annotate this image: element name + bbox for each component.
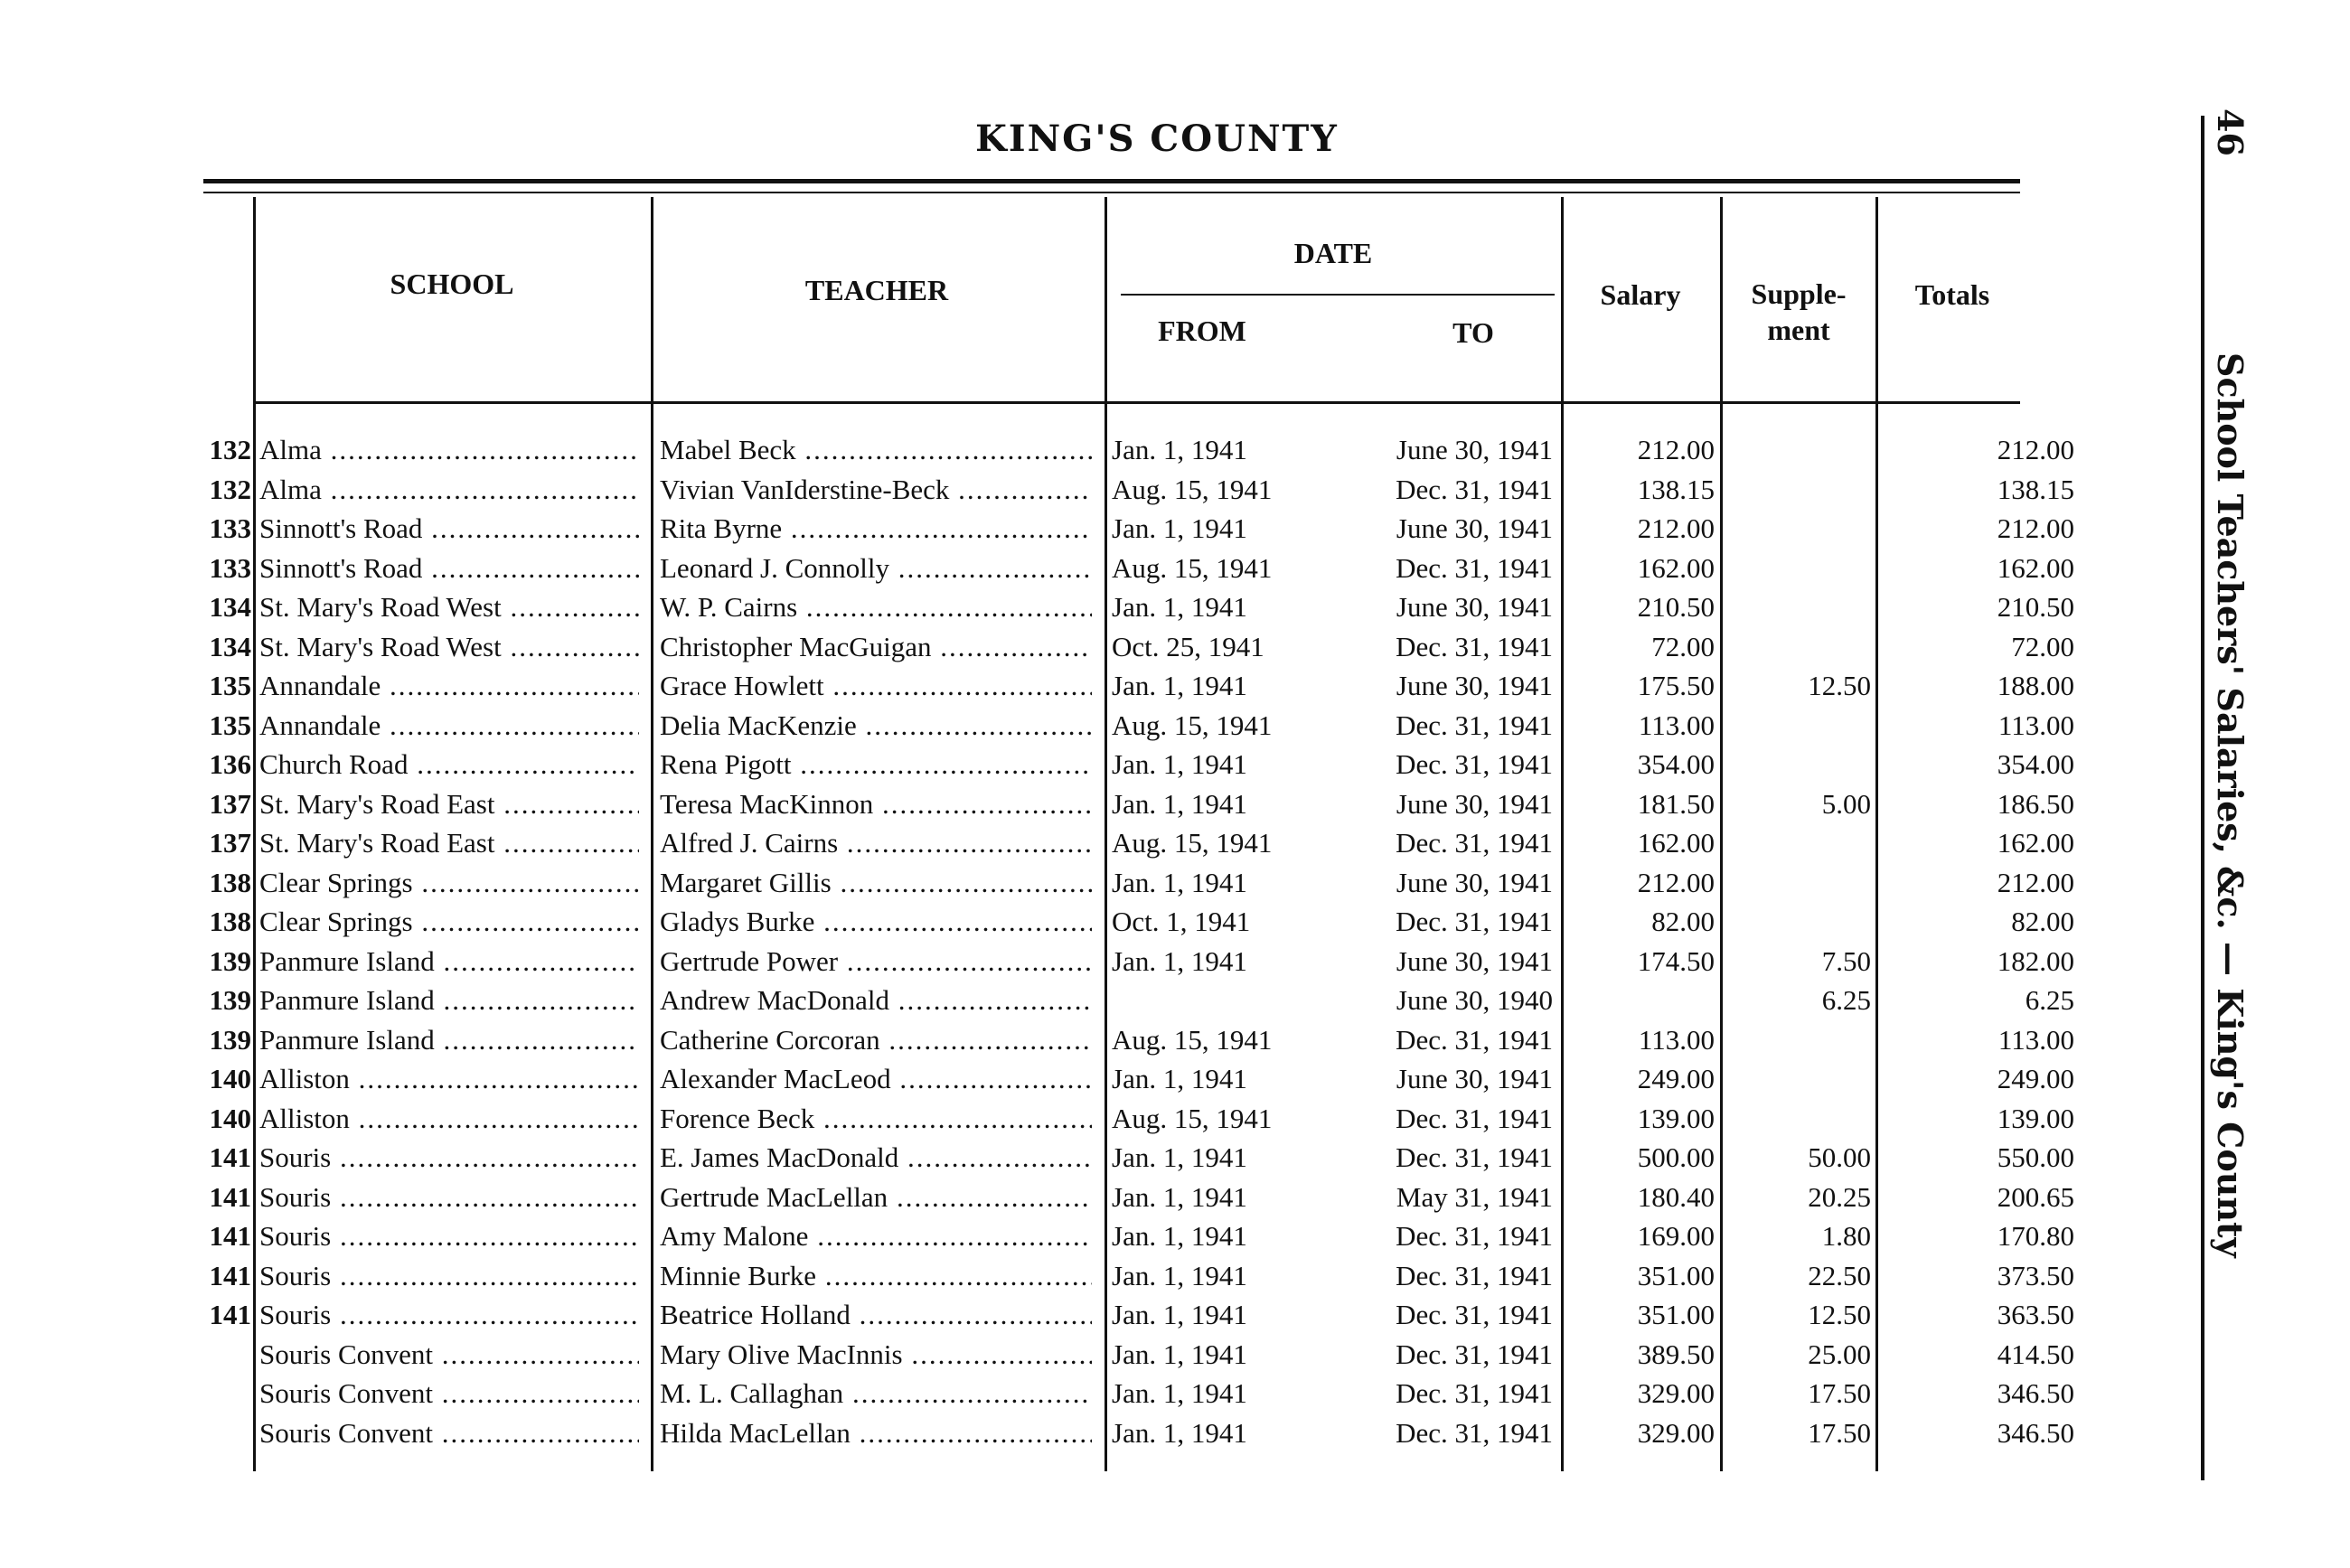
date-from: Jan. 1, 1941 xyxy=(1112,748,1247,780)
date-from: Jan. 1, 1941 xyxy=(1112,512,1247,544)
table-row xyxy=(0,746,2079,786)
teacher-name: Gladys Burke ..... xyxy=(660,906,1092,938)
date-to: Dec. 31, 1941 xyxy=(1396,473,1553,505)
total-value: 346.50 xyxy=(1997,1416,2074,1449)
teacher-name: Gertrude Power ..... xyxy=(660,945,1092,978)
page-number: 46 xyxy=(2210,108,2251,156)
teacher-name: Forence Beck ..... xyxy=(660,1103,1092,1135)
school-number: 135 xyxy=(209,709,251,741)
date-from: Oct. 25, 1941 xyxy=(1112,630,1264,662)
salary-value: 113.00 xyxy=(1638,709,1715,741)
table-row xyxy=(0,432,2079,472)
date-from: Jan. 1, 1941 xyxy=(1112,1063,1247,1094)
school-number: 141 xyxy=(209,1220,251,1252)
supplement-value: 22.50 xyxy=(1808,1259,1871,1291)
salary-value: 351.00 xyxy=(1637,1299,1715,1330)
total-value: 82.00 xyxy=(2011,906,2074,937)
teacher-name: M. L. Callaghan ..... xyxy=(660,1377,1092,1410)
salary-value: 329.00 xyxy=(1637,1377,1715,1409)
date-to: Dec. 31, 1941 xyxy=(1396,551,1553,584)
salary-value: 175.50 xyxy=(1637,670,1715,701)
top-rule-thin xyxy=(203,192,2020,193)
school-name: Souris ..... xyxy=(259,1141,639,1174)
total-value: 139.00 xyxy=(1997,1102,2074,1134)
school-name: Church Road ..... xyxy=(259,748,639,781)
total-value: 186.50 xyxy=(1997,787,2074,820)
school-name: Alliston ..... xyxy=(259,1063,639,1095)
school-name: St. Mary's Road West ..... xyxy=(259,591,639,624)
date-to: Dec. 31, 1941 xyxy=(1396,1259,1553,1291)
salary-value: 139.00 xyxy=(1637,1102,1715,1134)
salary-value: 249.00 xyxy=(1637,1063,1715,1094)
teacher-name: Gertrude MacLellan ..... xyxy=(660,1181,1092,1214)
school-number: 132 xyxy=(209,434,251,465)
school-number: 135 xyxy=(209,670,251,701)
school-name: Annandale ..... xyxy=(259,709,639,742)
table-row xyxy=(0,1297,2079,1337)
salary-value: 174.50 xyxy=(1637,944,1715,977)
total-value: 212.00 xyxy=(1997,866,2074,898)
date-to: Dec. 31, 1941 xyxy=(1396,1377,1553,1409)
school-number: 139 xyxy=(209,984,251,1016)
date-from: Jan. 1, 1941 xyxy=(1112,1259,1247,1291)
date-to: June 30, 1941 xyxy=(1396,434,1553,465)
page-title: KING'S COUNTY xyxy=(975,117,1339,160)
school-name: St. Mary's Road East ..... xyxy=(259,788,639,821)
salary-value: 212.00 xyxy=(1637,866,1715,898)
teacher-name: Alexander MacLeod ..... xyxy=(660,1063,1092,1095)
total-value: 414.50 xyxy=(1997,1338,2074,1370)
school-name: Panmure Island ..... xyxy=(259,1024,639,1056)
date-from: Jan. 1, 1941 xyxy=(1112,1220,1247,1252)
supplement-value: 12.50 xyxy=(1808,670,1871,701)
date-from: Jan. 1, 1941 xyxy=(1112,866,1247,898)
teacher-name: E. James MacDonald ..... xyxy=(660,1141,1092,1174)
teacher-name: Alfred J. Cairns ..... xyxy=(660,827,1092,859)
school-number: 138 xyxy=(209,866,251,898)
total-value: 249.00 xyxy=(1997,1063,2074,1094)
date-from: Jan. 1, 1941 xyxy=(1112,434,1247,465)
total-value: 373.50 xyxy=(1997,1259,2074,1291)
school-name: Souris ..... xyxy=(259,1260,639,1292)
date-to: Dec. 31, 1941 xyxy=(1396,1338,1553,1370)
school-number: 133 xyxy=(209,551,251,584)
school-number: 140 xyxy=(209,1063,251,1094)
total-value: 363.50 xyxy=(1997,1299,2074,1330)
supplement-value: 17.50 xyxy=(1808,1416,1871,1449)
date-to: June 30, 1941 xyxy=(1396,512,1553,544)
school-name: Clear Springs ..... xyxy=(259,906,639,938)
header-bottom-rule xyxy=(253,401,2020,404)
school-name: Annandale ..... xyxy=(259,670,639,702)
school-name: Souris Convent ..... xyxy=(259,1338,639,1371)
date-to: Dec. 31, 1941 xyxy=(1396,1141,1553,1173)
supplement-value: 12.50 xyxy=(1808,1299,1871,1330)
supplement-value: 6.25 xyxy=(1821,984,1871,1016)
supplement-value: 50.00 xyxy=(1808,1141,1871,1173)
table-row xyxy=(0,1140,2079,1179)
table-row xyxy=(0,1337,2079,1376)
date-to: June 30, 1941 xyxy=(1396,866,1553,898)
supplement-value: 20.25 xyxy=(1808,1180,1871,1213)
school-name: Souris ..... xyxy=(259,1220,639,1253)
school-number: 141 xyxy=(209,1259,251,1291)
salary-value: 180.40 xyxy=(1637,1180,1715,1213)
date-from: Jan. 1, 1941 xyxy=(1112,1141,1247,1173)
salary-value: 329.00 xyxy=(1637,1416,1715,1449)
teacher-name: Rita Byrne ..... xyxy=(660,512,1092,545)
school-name: Souris ..... xyxy=(259,1299,639,1331)
col-header-to: TO xyxy=(1452,316,1494,349)
school-number: 140 xyxy=(209,1102,251,1134)
date-from: Jan. 1, 1941 xyxy=(1112,1338,1247,1370)
table-row xyxy=(0,1415,2079,1455)
col-header-date: DATE xyxy=(1293,237,1373,269)
school-number: 134 xyxy=(209,591,251,623)
salary-value: 181.50 xyxy=(1637,787,1715,820)
table-row xyxy=(0,1061,2079,1101)
date-to: June 30, 1941 xyxy=(1396,591,1553,623)
table-row xyxy=(0,1376,2079,1415)
table-row xyxy=(0,1218,2079,1258)
school-name: St. Mary's Road East ..... xyxy=(259,827,639,859)
teacher-name: Rena Pigott ..... xyxy=(660,748,1092,781)
total-value: 346.50 xyxy=(1997,1377,2074,1409)
date-to: Dec. 31, 1941 xyxy=(1396,1102,1553,1134)
school-name: Alma ..... xyxy=(259,474,639,506)
total-value: 72.00 xyxy=(2011,630,2074,662)
col-header-teacher: TEACHER xyxy=(804,274,949,306)
total-value: 6.25 xyxy=(2025,984,2074,1016)
school-number: 137 xyxy=(209,787,251,820)
table-row xyxy=(0,708,2079,747)
teacher-name: Leonard J. Connolly ..... xyxy=(660,552,1092,585)
table-row xyxy=(0,668,2079,708)
supplement-value: 25.00 xyxy=(1808,1338,1871,1370)
date-to: Dec. 31, 1941 xyxy=(1396,1416,1553,1449)
salary-value: 113.00 xyxy=(1638,1023,1715,1056)
teacher-name: Vivian VanIderstine-Beck ..... xyxy=(660,474,1092,506)
table-row xyxy=(0,825,2079,865)
col-header-salary: Salary xyxy=(1600,278,1681,311)
table-row xyxy=(0,1101,2079,1141)
table-row xyxy=(0,786,2079,826)
table-row xyxy=(0,1258,2079,1298)
salary-value: 354.00 xyxy=(1637,748,1715,780)
table-row xyxy=(0,1022,2079,1062)
table-row xyxy=(0,629,2079,669)
total-value: 210.50 xyxy=(1997,591,2074,623)
col-header-school: SCHOOL xyxy=(390,268,514,300)
school-number: 134 xyxy=(209,630,251,662)
total-value: 138.15 xyxy=(1997,473,2074,505)
school-number: 141 xyxy=(209,1180,251,1213)
salary-value: 138.15 xyxy=(1637,473,1715,505)
teacher-name: Hilda MacLellan ..... xyxy=(660,1417,1092,1450)
total-value: 182.00 xyxy=(1997,944,2074,977)
total-value: 212.00 xyxy=(1997,434,2074,465)
date-from: Aug. 15, 1941 xyxy=(1112,551,1273,584)
teacher-name: Teresa MacKinnon ..... xyxy=(660,788,1092,821)
date-to: Dec. 31, 1941 xyxy=(1396,630,1553,662)
table-row xyxy=(0,1179,2079,1219)
date-from: Aug. 15, 1941 xyxy=(1112,1102,1273,1134)
col-header-supplement: Supple- ment xyxy=(1751,277,1847,346)
table-row xyxy=(0,982,2079,1022)
total-value: 188.00 xyxy=(1997,670,2074,701)
supplement-value: 1.80 xyxy=(1821,1220,1871,1252)
date-from: Jan. 1, 1941 xyxy=(1112,591,1247,623)
salary-value: 212.00 xyxy=(1637,434,1715,465)
teacher-name: Amy Malone ..... xyxy=(660,1220,1092,1253)
salary-value: 210.50 xyxy=(1637,591,1715,623)
school-number: 138 xyxy=(209,906,251,937)
salary-value: 162.00 xyxy=(1637,551,1715,584)
school-name: Alliston ..... xyxy=(259,1103,639,1135)
date-divider-rule xyxy=(1121,294,1555,296)
table-row xyxy=(0,865,2079,905)
date-from: Aug. 15, 1941 xyxy=(1112,709,1273,741)
school-number: 139 xyxy=(209,1023,251,1056)
salary-value: 162.00 xyxy=(1637,827,1715,859)
table-row xyxy=(0,904,2079,944)
col-header-totals: Totals xyxy=(1914,278,1990,311)
date-to: Dec. 31, 1941 xyxy=(1396,1299,1553,1330)
total-value: 200.65 xyxy=(1997,1180,2074,1213)
teacher-name: Catherine Corcoran ..... xyxy=(660,1024,1092,1056)
total-value: 113.00 xyxy=(1998,709,2074,741)
date-to: June 30, 1941 xyxy=(1396,787,1553,820)
supplement-value: 17.50 xyxy=(1808,1377,1871,1409)
school-name: Souris Convent ..... xyxy=(259,1377,639,1410)
side-title: School Teachers' Salaries, &c. — King's County xyxy=(2210,352,2251,1258)
school-name: Alma ..... xyxy=(259,434,639,466)
table-row xyxy=(0,511,2079,550)
total-value: 162.00 xyxy=(1997,827,2074,859)
date-to: Dec. 31, 1941 xyxy=(1396,1220,1553,1252)
school-number: 136 xyxy=(209,748,251,780)
date-to: Dec. 31, 1941 xyxy=(1396,709,1553,741)
date-to: June 30, 1941 xyxy=(1396,670,1553,701)
school-name: Panmure Island ..... xyxy=(259,945,639,978)
date-to: Dec. 31, 1941 xyxy=(1396,1023,1553,1056)
date-from: Jan. 1, 1941 xyxy=(1112,944,1247,977)
table-body xyxy=(0,432,2079,1454)
total-value: 162.00 xyxy=(1997,551,2074,584)
school-name: Souris Convent ..... xyxy=(259,1417,639,1450)
school-name: Sinnott's Road ..... xyxy=(259,552,639,585)
school-name: Panmure Island ..... xyxy=(259,984,639,1017)
date-to: June 30, 1940 xyxy=(1396,984,1553,1016)
salary-value: 72.00 xyxy=(1651,630,1715,662)
school-number: 141 xyxy=(209,1141,251,1173)
teacher-name: Margaret Gillis ..... xyxy=(660,867,1092,899)
table-row xyxy=(0,550,2079,590)
school-number: 137 xyxy=(209,827,251,859)
teacher-name: Minnie Burke ..... xyxy=(660,1260,1092,1292)
date-to: Dec. 31, 1941 xyxy=(1396,827,1553,859)
date-to: May 31, 1941 xyxy=(1396,1180,1553,1213)
date-from: Jan. 1, 1941 xyxy=(1112,1180,1247,1213)
total-value: 550.00 xyxy=(1997,1141,2074,1173)
salary-value: 351.00 xyxy=(1637,1259,1715,1291)
date-from: Jan. 1, 1941 xyxy=(1112,1299,1247,1330)
supplement-value: 7.50 xyxy=(1821,944,1871,977)
school-name: St. Mary's Road West ..... xyxy=(259,631,639,663)
date-from: Aug. 15, 1941 xyxy=(1112,1023,1273,1056)
total-value: 113.00 xyxy=(1998,1023,2074,1056)
date-from: Jan. 1, 1941 xyxy=(1112,787,1247,820)
school-name: Souris ..... xyxy=(259,1181,639,1214)
salary-value: 82.00 xyxy=(1651,906,1715,937)
salary-value: 389.50 xyxy=(1637,1338,1715,1370)
side-running-header xyxy=(2204,108,2258,1283)
total-value: 170.80 xyxy=(1997,1220,2074,1252)
teacher-name: Andrew MacDonald ..... xyxy=(660,984,1092,1017)
table-row xyxy=(0,472,2079,512)
teacher-name: Mary Olive MacInnis ..... xyxy=(660,1338,1092,1371)
school-name: Sinnott's Road ..... xyxy=(259,512,639,545)
date-from: Oct. 1, 1941 xyxy=(1112,906,1251,937)
teacher-name: Christopher MacGuigan ..... xyxy=(660,631,1092,663)
teacher-name: Mabel Beck ..... xyxy=(660,434,1092,466)
date-from: Aug. 15, 1941 xyxy=(1112,473,1273,505)
school-number: 141 xyxy=(209,1299,251,1330)
table-row xyxy=(0,944,2079,983)
school-name: Clear Springs ..... xyxy=(259,867,639,899)
date-to: Dec. 31, 1941 xyxy=(1396,748,1553,780)
date-to: Dec. 31, 1941 xyxy=(1396,906,1553,937)
school-number: 133 xyxy=(209,512,251,544)
salary-value: 500.00 xyxy=(1637,1141,1715,1173)
supplement-value: 5.00 xyxy=(1821,787,1871,820)
total-value: 354.00 xyxy=(1997,748,2074,780)
salary-value: 212.00 xyxy=(1637,512,1715,544)
table-row xyxy=(0,589,2079,629)
date-from: Aug. 15, 1941 xyxy=(1112,827,1273,859)
school-number: 139 xyxy=(209,944,251,977)
teacher-name: Delia MacKenzie ..... xyxy=(660,709,1092,742)
col-header-from: FROM xyxy=(1158,315,1246,347)
top-rule-thick xyxy=(203,179,2020,183)
date-from: Jan. 1, 1941 xyxy=(1112,1416,1247,1449)
school-number: 132 xyxy=(209,473,251,505)
date-to: June 30, 1941 xyxy=(1396,944,1553,977)
teacher-name: W. P. Cairns ..... xyxy=(660,591,1092,624)
teacher-name: Grace Howlett ..... xyxy=(660,670,1092,702)
total-value: 212.00 xyxy=(1997,512,2074,544)
teacher-name: Beatrice Holland ..... xyxy=(660,1299,1092,1331)
date-from: Jan. 1, 1941 xyxy=(1112,1377,1247,1409)
salary-value: 169.00 xyxy=(1637,1220,1715,1252)
date-from: Jan. 1, 1941 xyxy=(1112,670,1247,701)
date-to: June 30, 1941 xyxy=(1396,1063,1553,1094)
